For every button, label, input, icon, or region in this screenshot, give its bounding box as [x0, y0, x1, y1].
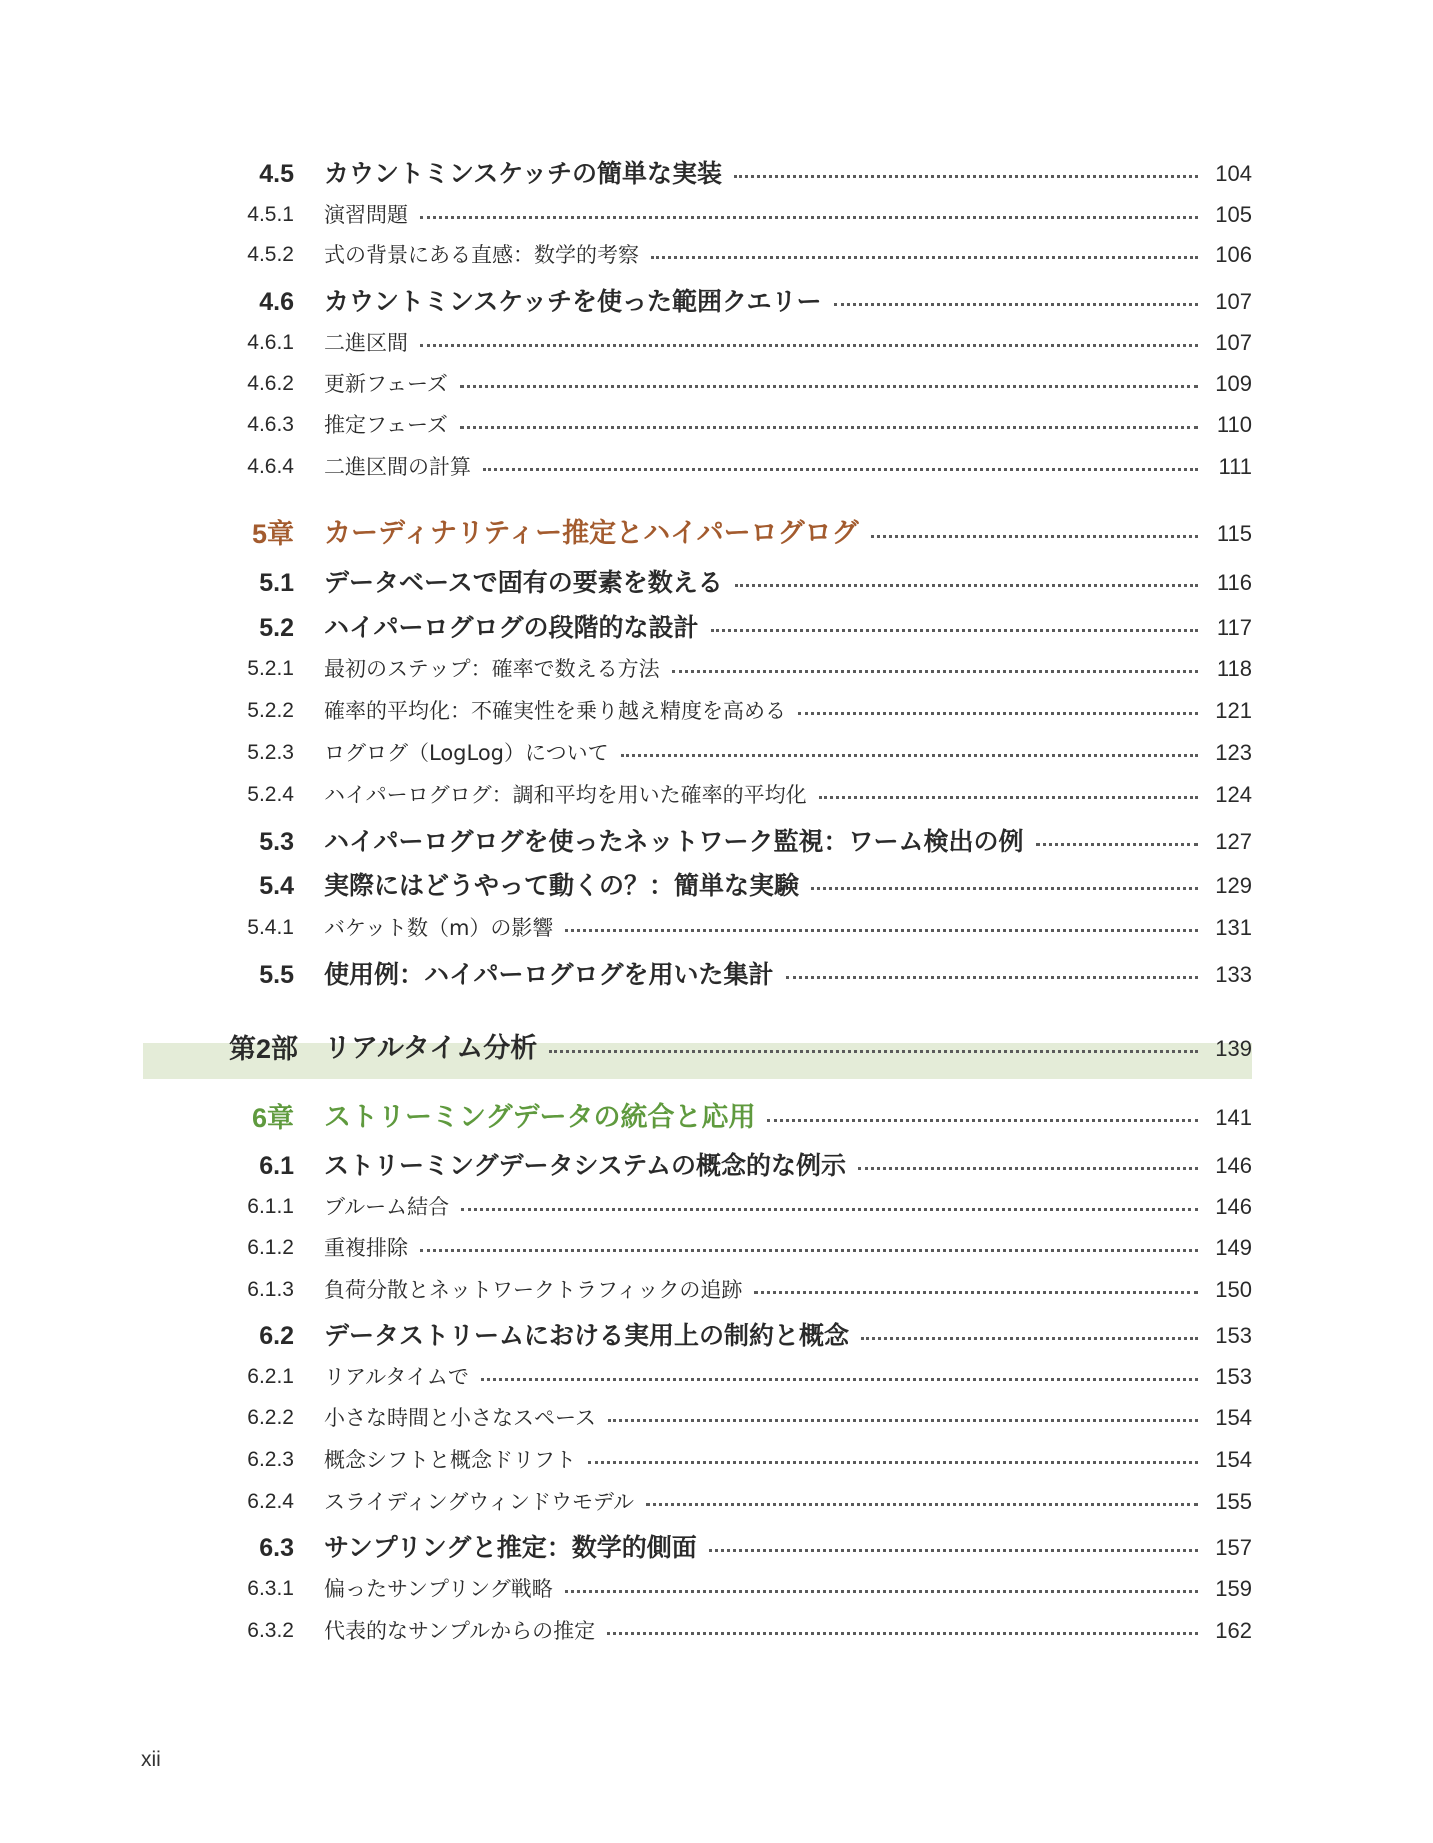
- toc-entry-page: 110: [1216, 412, 1252, 437]
- toc-entry[interactable]: [0, 326, 1433, 360]
- toc-entry[interactable]: [0, 1572, 1433, 1606]
- toc-entry-title: 小さな時間と小さなスペース: [324, 1406, 596, 1430]
- toc-leader-dots: [607, 1632, 1198, 1635]
- toc-entry[interactable]: [0, 450, 1433, 484]
- toc-entry-number: 6.2: [259, 1322, 294, 1350]
- toc-leader-dots: [608, 1419, 1198, 1422]
- toc-entry-page: 104: [1215, 161, 1252, 186]
- toc-entry-number: 5.2.3: [247, 741, 294, 764]
- toc-entry-number: 5.4.1: [247, 916, 294, 939]
- toc-leader-dots: [754, 1291, 1198, 1294]
- toc-entry-title: リアルタイム分析: [324, 1033, 538, 1064]
- toc-entry-number: 4.5.1: [247, 203, 294, 226]
- toc-entry-title: 実際にはどうやって動くの？：簡単な実験: [324, 871, 800, 900]
- toc-entry-title: 式の背景にある直感：数学的考察: [324, 243, 639, 267]
- toc-entry-page: 133: [1215, 962, 1252, 987]
- toc-leader-dots: [483, 468, 1198, 471]
- toc-entry-number: 6.1.1: [247, 1195, 294, 1218]
- toc-entry-title: 演習問題: [324, 203, 408, 227]
- toc-leader-dots: [834, 303, 1198, 306]
- toc-entry-title: カウントミンスケッチを使った範囲クエリー: [324, 287, 822, 316]
- toc-entry-title: ハイパーログログ：調和平均を用いた確率的平均化: [324, 783, 807, 807]
- toc-entry-number: 4.6: [259, 288, 294, 316]
- toc-entry-number: 4.5: [259, 160, 294, 188]
- toc-entry[interactable]: [0, 956, 1433, 994]
- toc-entry-title: ハイパーログログの段階的な設計: [324, 613, 699, 642]
- toc-entry-page: 127: [1215, 829, 1252, 854]
- toc-leader-dots: [861, 1337, 1198, 1340]
- toc-entry-number: 5.2.2: [247, 699, 294, 722]
- toc-entry-number: 6.2.2: [247, 1406, 294, 1429]
- toc-entry[interactable]: [0, 823, 1433, 861]
- toc-leader-dots: [420, 216, 1198, 219]
- toc-entry-number: 6.2.1: [247, 1365, 294, 1388]
- toc-entry-title: スライディングウィンドウモデル: [324, 1490, 634, 1514]
- toc-entry[interactable]: [0, 514, 1433, 554]
- toc-entry-title: 最初のステップ：確率で数える方法: [324, 657, 660, 681]
- toc-entry[interactable]: [0, 694, 1433, 728]
- toc-entry-title: ログログ（LogLog）について: [324, 741, 609, 765]
- toc-entry[interactable]: [0, 198, 1433, 232]
- toc-entry-number: 5章: [251, 519, 294, 549]
- toc-leader-dots: [565, 1590, 1198, 1593]
- toc-entry-page: 149: [1215, 1235, 1252, 1260]
- toc-entry-number: 5.2.4: [247, 783, 294, 806]
- toc-leader-dots: [565, 929, 1198, 932]
- toc-entry[interactable]: [0, 1317, 1433, 1355]
- toc-entry-number: 6章: [251, 1103, 294, 1133]
- toc-entry[interactable]: [0, 1147, 1433, 1185]
- toc-entry-page: 116: [1216, 570, 1252, 595]
- toc-entry-title: ストリーミングデータの統合と応用: [324, 1102, 756, 1133]
- toc-entry-page: 129: [1215, 873, 1252, 898]
- toc-entry-title: 二進区間の計算: [324, 455, 471, 479]
- toc-entry-page: 115: [1216, 521, 1252, 546]
- toc-entry[interactable]: [0, 652, 1433, 686]
- toc-entry-number: 4.6.2: [247, 372, 294, 395]
- toc-entry-number: 6.3.1: [247, 1577, 294, 1600]
- toc-leader-dots: [420, 1249, 1198, 1252]
- toc-entry-number: 第2部: [228, 1034, 298, 1064]
- toc-leader-dots: [734, 175, 1198, 178]
- toc-entry-title: データベースで固有の要素を数える: [324, 568, 723, 597]
- toc-entry[interactable]: [0, 1614, 1433, 1648]
- toc-entry-page: 146: [1215, 1153, 1252, 1178]
- toc-leader-dots: [767, 1119, 1198, 1122]
- toc-entry-number: 6.2.3: [247, 1448, 294, 1471]
- toc-entry-title: 更新フェーズ: [324, 372, 448, 396]
- toc-entry-title: カウントミンスケッチの簡単な実装: [324, 159, 723, 188]
- toc-entry-title: 代表的なサンプルからの推定: [324, 1619, 596, 1643]
- toc-entry-title: 確率的平均化：不確実性を乗り越え精度を高める: [324, 699, 786, 723]
- toc-entry[interactable]: [0, 238, 1433, 272]
- toc-leader-dots: [481, 1378, 1198, 1381]
- toc-entry[interactable]: [0, 1098, 1433, 1138]
- toc-entry-page: 150: [1215, 1277, 1252, 1302]
- toc-entry[interactable]: [0, 564, 1433, 602]
- toc-entry-number: 4.6.1: [247, 331, 294, 354]
- toc-leader-dots: [461, 1208, 1198, 1211]
- toc-entry-title: ブルーム結合: [324, 1195, 450, 1219]
- toc-entry-page: 141: [1215, 1105, 1252, 1130]
- toc-entry[interactable]: [0, 283, 1433, 321]
- toc-entry-number: 5.4: [259, 872, 294, 900]
- toc-leader-dots: [460, 426, 1198, 429]
- toc-entry-number: 5.1: [259, 569, 294, 597]
- toc-leader-dots: [819, 796, 1198, 799]
- toc-entry-number: 6.3.2: [247, 1619, 294, 1642]
- toc-leader-dots: [711, 629, 1198, 632]
- toc-entry-number: 6.3: [259, 1534, 294, 1562]
- toc-entry-title: ストリーミングデータシステムの概念的な例示: [324, 1151, 847, 1180]
- toc-entry-title: 負荷分散とネットワークトラフィックの追跡: [324, 1278, 743, 1302]
- toc-entry[interactable]: [0, 778, 1433, 812]
- toc-entry[interactable]: [0, 736, 1433, 770]
- page-number-footer: xii: [141, 1748, 161, 1771]
- toc-entry-page: 155: [1215, 1489, 1252, 1514]
- toc-entry-page: 131: [1215, 915, 1252, 940]
- toc-entry-title: サンプリングと推定：数学的側面: [324, 1533, 697, 1562]
- toc-entry-number: 6.1.3: [247, 1278, 294, 1301]
- toc-leader-dots: [549, 1050, 1198, 1053]
- toc-entry-number: 5.2: [259, 614, 294, 642]
- toc-leader-dots: [786, 976, 1198, 979]
- toc-entry[interactable]: [0, 609, 1433, 647]
- toc-entry-number: 5.5: [259, 961, 294, 989]
- toc-entry-page: 123: [1215, 740, 1252, 765]
- toc-entry-page: 105: [1215, 202, 1252, 227]
- toc-entry-page: 111: [1218, 454, 1252, 479]
- toc-leader-dots: [709, 1549, 1198, 1552]
- toc-leader-dots: [672, 670, 1198, 673]
- toc-leader-dots: [621, 754, 1198, 757]
- toc-entry-page: 154: [1215, 1405, 1252, 1430]
- toc-entry-title: リアルタイムで: [324, 1365, 469, 1389]
- toc-entry-number: 6.2.4: [247, 1490, 294, 1513]
- toc-entry-title: 使用例：ハイパーログログを用いた集計: [324, 960, 774, 989]
- toc-entry-title: 重複排除: [324, 1236, 408, 1260]
- toc-leader-dots: [858, 1167, 1198, 1170]
- toc-leader-dots: [811, 887, 1198, 890]
- toc-entry-title: バケット数（m）の影響: [324, 916, 554, 940]
- toc-entry-number: 6.1: [259, 1152, 294, 1180]
- toc-entry[interactable]: [0, 1401, 1433, 1435]
- toc-entry-page: 153: [1215, 1323, 1252, 1348]
- toc-entry-page: 107: [1215, 289, 1252, 314]
- toc-entry-title: ハイパーログログを使ったネットワーク監視：ワーム検出の例: [324, 827, 1024, 856]
- toc-entry[interactable]: [0, 367, 1433, 401]
- toc-entry-page: 124: [1215, 782, 1252, 807]
- toc-entry-page: 117: [1216, 615, 1252, 640]
- toc-leader-dots: [798, 712, 1198, 715]
- toc-entry-title: 概念シフトと概念ドリフト: [324, 1448, 576, 1472]
- toc-entry[interactable]: [0, 1443, 1433, 1477]
- toc-entry-number: 5.2.1: [247, 657, 294, 680]
- toc-entry-number: 5.3: [259, 828, 294, 856]
- toc-leader-dots: [871, 535, 1198, 538]
- toc-entry[interactable]: [0, 867, 1433, 905]
- toc-entry-page: 159: [1215, 1576, 1252, 1601]
- toc-entry-page: 121: [1215, 698, 1252, 723]
- toc-leader-dots: [651, 256, 1198, 259]
- toc-entry-page: 109: [1215, 371, 1252, 396]
- toc-entry[interactable]: [0, 1360, 1433, 1394]
- toc-entry[interactable]: [0, 1529, 1433, 1567]
- toc-leader-dots: [460, 385, 1198, 388]
- toc-entry-title: 偏ったサンプリング戦略: [324, 1577, 553, 1601]
- toc-entry-title: カーディナリティー推定とハイパーログログ: [324, 518, 859, 549]
- toc-leader-dots: [735, 584, 1198, 587]
- toc-entry[interactable]: [0, 1029, 1433, 1069]
- toc-leader-dots: [646, 1503, 1198, 1506]
- toc-entry[interactable]: [0, 1190, 1433, 1224]
- toc-leader-dots: [420, 344, 1198, 347]
- toc-entry[interactable]: [0, 1231, 1433, 1265]
- toc-entry[interactable]: [0, 1273, 1433, 1307]
- toc-entry-page: 153: [1215, 1364, 1252, 1389]
- toc-entry-page: 162: [1215, 1618, 1252, 1643]
- toc-entry-page: 106: [1215, 242, 1252, 267]
- toc-entry[interactable]: [0, 155, 1433, 193]
- toc-entry-page: 139: [1215, 1036, 1252, 1061]
- toc-leader-dots: [588, 1461, 1198, 1464]
- toc-entry[interactable]: [0, 408, 1433, 442]
- toc-entry-page: 146: [1215, 1194, 1252, 1219]
- toc-entry-page: 107: [1215, 330, 1252, 355]
- toc-entry-title: データストリームにおける実用上の制約と概念: [324, 1321, 850, 1350]
- toc-leader-dots: [1036, 843, 1198, 846]
- toc-entry-number: 6.1.2: [247, 1236, 294, 1259]
- toc-entry-page: 154: [1215, 1447, 1252, 1472]
- toc-entry[interactable]: [0, 1485, 1433, 1519]
- toc-entry-page: 157: [1215, 1535, 1252, 1560]
- toc-entry-number: 4.6.3: [247, 413, 294, 436]
- toc-entry[interactable]: [0, 911, 1433, 945]
- toc-entry-number: 4.5.2: [247, 243, 294, 266]
- toc-entry-number: 4.6.4: [247, 455, 294, 478]
- toc-entry-title: 推定フェーズ: [324, 413, 448, 437]
- toc-entry-page: 118: [1216, 656, 1252, 681]
- toc-entry-title: 二進区間: [324, 331, 408, 355]
